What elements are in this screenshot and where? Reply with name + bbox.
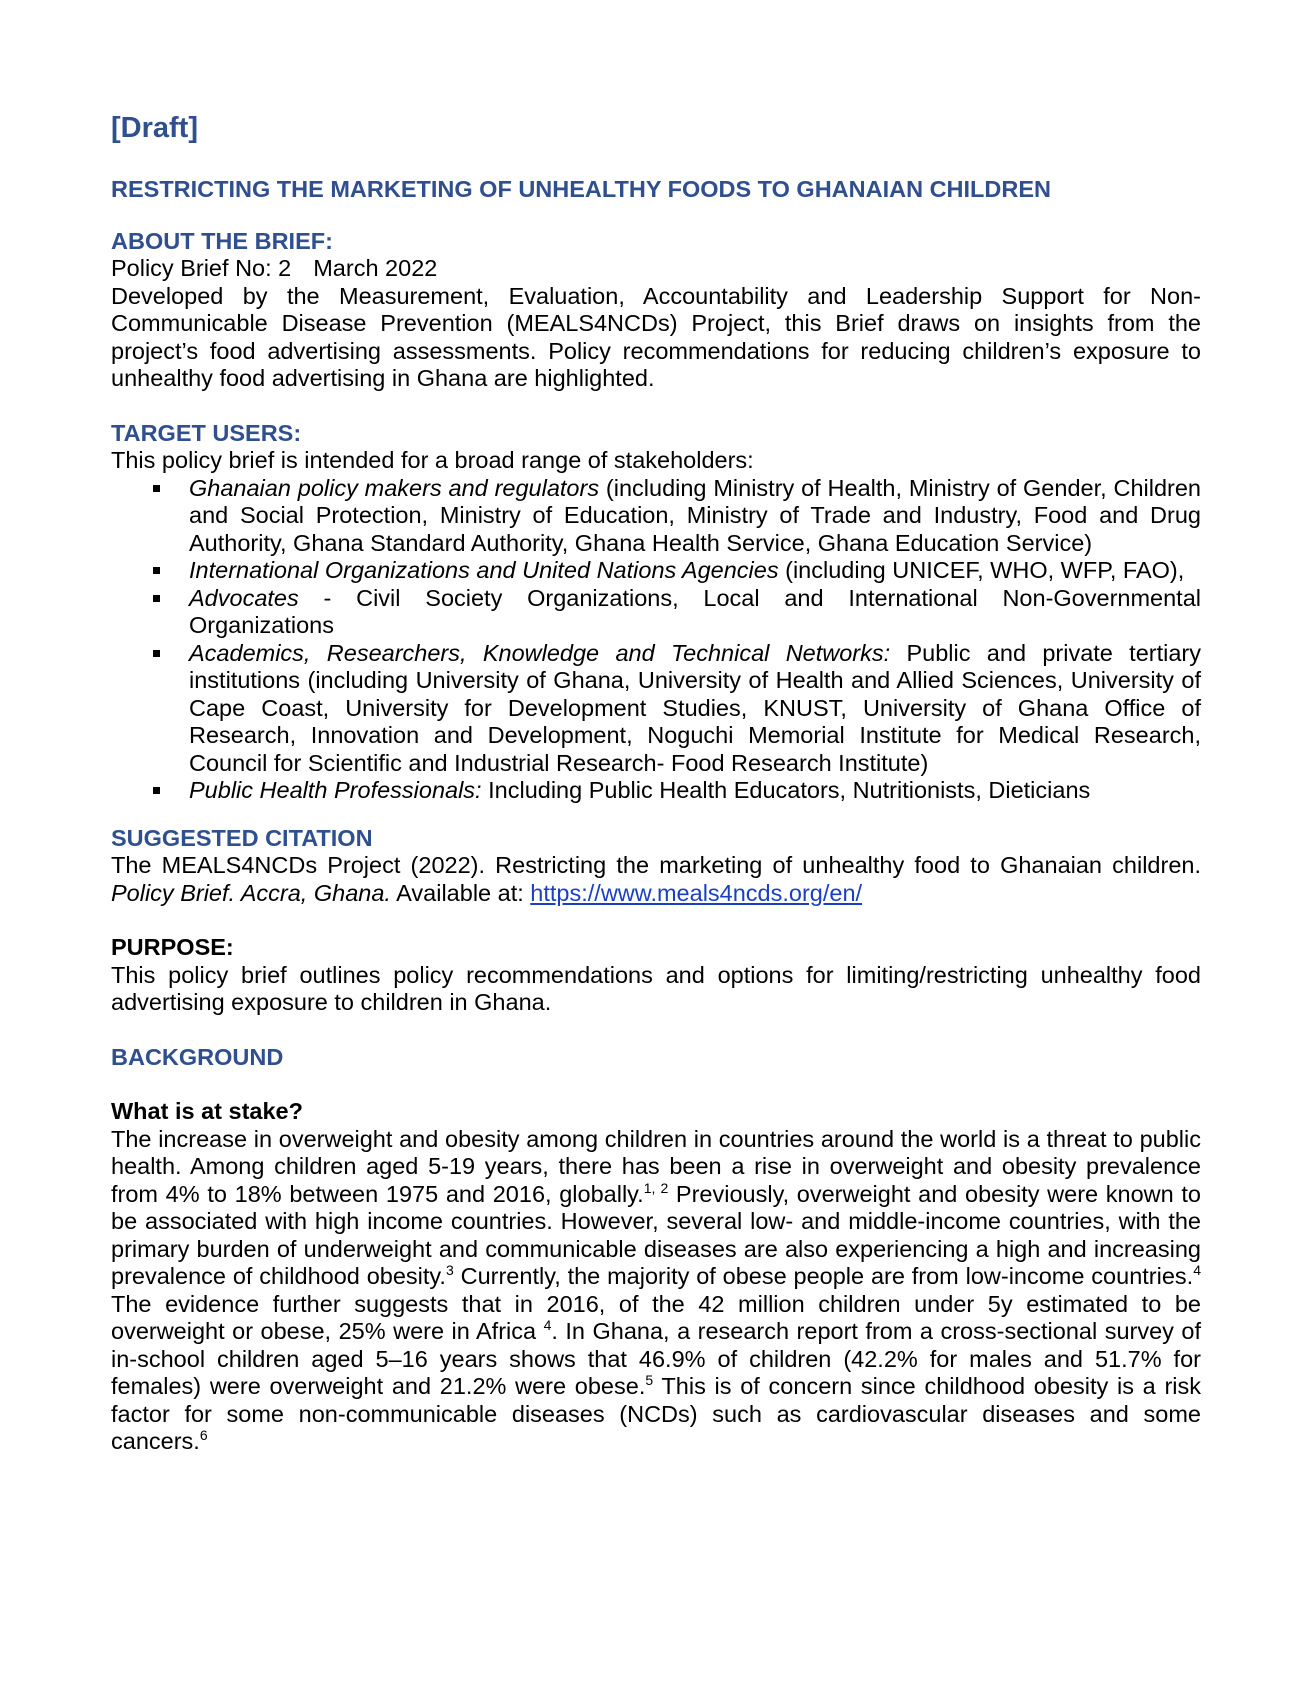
list-item bbox=[111, 475, 1201, 558]
document-page bbox=[111, 110, 1201, 1456]
target-users-heading: TARGET USERS: bbox=[111, 419, 302, 446]
user-group-text: Public and private tertiary institutions (including University of Ghana, University of Health and Allied Sciences, University of Cape Coast, University for Development Studies, KNUST, University of Ghana Office of Research, Innovation and Development, Noguchi Memorial Institute for Medical Research, Council for Scientific and Industrial Research- Food Research Institute) bbox=[189, 639, 1202, 776]
footnote-ref: 5 bbox=[645, 1372, 654, 1389]
list-item bbox=[111, 557, 1201, 585]
list-item bbox=[111, 640, 1201, 778]
user-group-text: (including UNICEF, WHO, WFP, FAO), bbox=[778, 557, 1185, 583]
brief-meta bbox=[111, 255, 1201, 283]
draft-label: [Draft] bbox=[111, 112, 198, 144]
target-users-section bbox=[111, 420, 1201, 805]
background-subheading: What is at stake? bbox=[111, 1098, 303, 1124]
purpose-body: This policy brief outlines policy recommendations and options for limiting/restricting unhealthy food advertising exposure to children in Ghana. bbox=[111, 961, 1201, 1015]
citation-italic: Policy Brief. Accra, Ghana. bbox=[111, 879, 391, 906]
citation-section bbox=[111, 825, 1201, 908]
bullet-icon bbox=[153, 787, 160, 794]
user-group-label: Ghanaian policy makers and regulators bbox=[189, 474, 600, 501]
background-body bbox=[111, 1126, 1201, 1456]
background-text: The increase in overweight and obesity among children in countries around the world is a threat to public health. Among children aged 5-19 years, there has been a rise in overweight and obesity prevalence from 4% to 18% between 1975 and 2016, globally. bbox=[111, 1125, 1201, 1207]
bullet-icon bbox=[153, 650, 160, 657]
footnote-ref: 4 bbox=[543, 1317, 552, 1334]
brief-date: March 2022 bbox=[313, 255, 438, 281]
background-heading: BACKGROUND bbox=[111, 1043, 284, 1070]
citation-heading: SUGGESTED CITATION bbox=[111, 824, 373, 851]
citation-text: The MEALS4NCDs Project (2022). Restricting the marketing of unhealthy food to Ghanaian children. bbox=[111, 852, 1201, 878]
footnote-ref: 4 bbox=[1193, 1262, 1201, 1279]
target-users-intro: This policy brief is intended for a broad range of stakeholders: bbox=[111, 447, 754, 473]
user-group-text: (including Ministry of Health, Ministry of Gender, Children and Social Protection, Ministry of Education, Ministry of Trade and Industry, Food and Drug Authority, Ghana Standard Authority, Ghana Health Service, Ghana Education Service) bbox=[189, 474, 1201, 556]
user-group-text: - Civil Society Organizations, Local and International Non-Governmental Organizations bbox=[189, 584, 1201, 638]
footnote-ref: 1, 2 bbox=[643, 1179, 669, 1196]
user-group-label: Advocates bbox=[189, 584, 299, 611]
background-text: Currently, the majority of obese people are from low-income countries. bbox=[453, 1263, 1194, 1289]
user-group-label: Public Health Professionals: bbox=[189, 777, 482, 803]
purpose-section bbox=[111, 934, 1201, 1017]
bullet-icon bbox=[153, 567, 160, 574]
list-item bbox=[111, 585, 1201, 640]
footnote-ref: 3 bbox=[445, 1262, 454, 1279]
document-title: RESTRICTING THE MARKETING OF UNHEALTHY FOODS TO GHANAIAN CHILDREN bbox=[111, 176, 1051, 202]
bullet-icon bbox=[153, 595, 160, 602]
about-body: Developed by the Measurement, Evaluation, Accountability and Leadership Support for Non-Communicable Disease Prevention (MEALS4NCDs) Project, this Brief draws on insights from the project’s food advertising assessments. Policy recommendations for reducing children’s exposure to unhealthy food advertising in Ghana are highlighted. bbox=[111, 282, 1201, 391]
user-group-label: Academics, Researchers, Knowledge and Technical Networks: bbox=[189, 639, 891, 666]
citation-body bbox=[111, 852, 1201, 907]
background-text: . In Ghana, a research report from a cross-sectional survey of in-school children aged 5–16 years shows that 46.9% of children (42.2% for males and 51.7% for females) were overweight and 21.2% were obese. bbox=[111, 1318, 1201, 1399]
footnote-ref: 6 bbox=[199, 1427, 208, 1444]
user-group-label: International Organizations and United Nations Agencies bbox=[189, 557, 779, 583]
bullet-icon bbox=[153, 485, 160, 492]
citation-available: Available at: bbox=[390, 879, 531, 906]
list-item bbox=[111, 777, 1201, 805]
background-text: Previously, overweight and obesity were known to be associated with high income countries. However, several low- and middle-income countries, with the primary burden of underweight and communicable diseases are also experiencing a high and increasing prevalence of childhood obesity. bbox=[111, 1180, 1201, 1289]
background-text: The evidence further suggests that in 2016, of the 42 million children under 5y estimated to be overweight or obese, 25% were in Africa bbox=[111, 1290, 1201, 1344]
citation-link[interactable]: https://www.meals4ncds.org/en/ bbox=[530, 879, 863, 906]
about-section bbox=[111, 228, 1201, 393]
about-heading: ABOUT THE BRIEF: bbox=[111, 227, 333, 254]
purpose-heading: PURPOSE: bbox=[111, 934, 234, 960]
background-section bbox=[111, 1044, 1201, 1456]
background-text: This is of concern since childhood obesity is a risk factor for some non-communicable diseases (NCDs) such as cardiovascular diseases and some cancers. bbox=[111, 1373, 1201, 1454]
user-group-text: Including Public Health Educators, Nutritionists, Dieticians bbox=[481, 777, 1091, 803]
brief-number: Policy Brief No: 2 bbox=[111, 255, 292, 281]
target-users-list bbox=[111, 475, 1201, 805]
